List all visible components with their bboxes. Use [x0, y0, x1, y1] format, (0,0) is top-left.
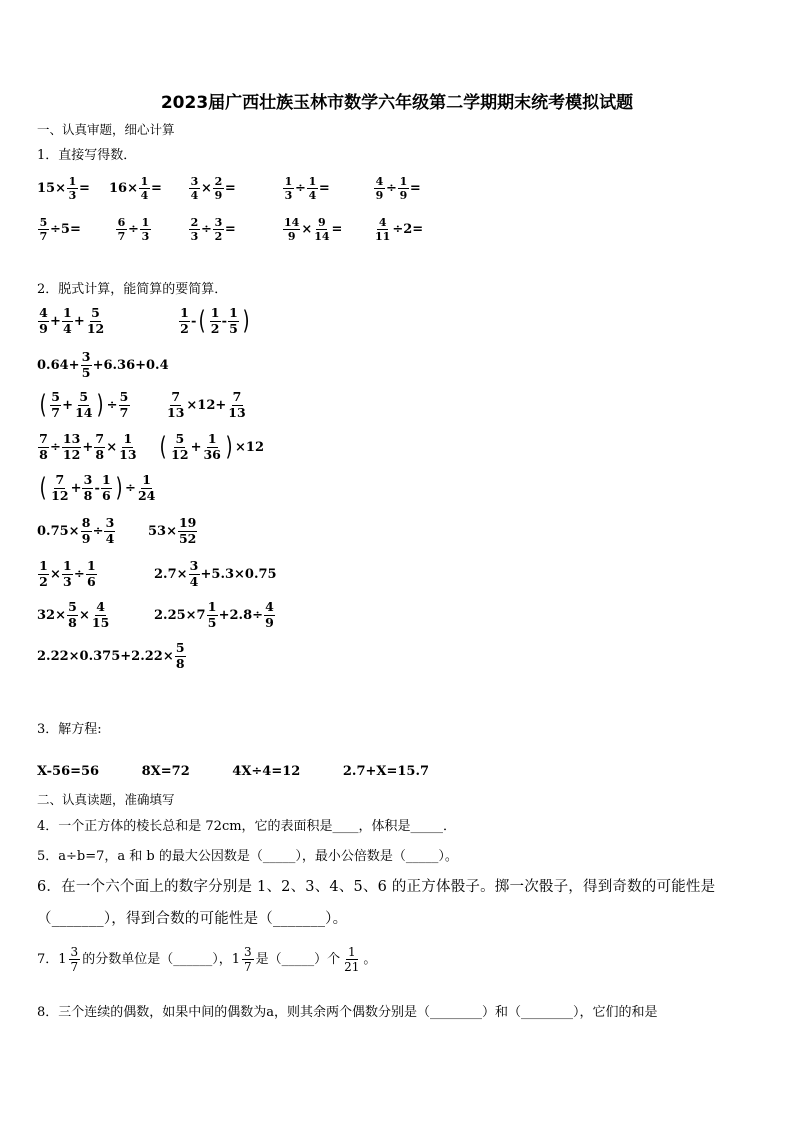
q1-item-3: $\frac{3}{4}$ × $\frac{2}{9}$ = — [190, 175, 236, 202]
q2-expr-15: 2.22×0.375+2.22× $\frac{5}{8}$ — [37, 640, 185, 671]
equation-2: 8X=72 — [141, 764, 190, 779]
q2-expr-1: $\frac{4}{9}$ + $\frac{1}{4}$ + $\frac{5}{12}$ — [39, 305, 105, 336]
question-1-label: 1．直接写得数． — [37, 148, 137, 163]
q2-expr-3: 0.64+ $\frac{3}{5}$ +6.36+0.4 — [37, 349, 169, 380]
question-8: 8．三个连续的偶数，如果中间的偶数为a，则其余两个偶数分别是（________）和（________），它们的和是 — [37, 1005, 658, 1020]
q2-expr-6: $\frac{7}{8}$ ÷ $\frac{13}{12}$ + $\frac{7}{8}$ × $\frac{1}{13}$ — [39, 431, 137, 462]
page-title: 2023届广西壮族玉林市数学六年级第二学期期末统考模拟试题 — [160, 93, 634, 113]
q2-expr-13: 32× $\frac{5}{8}$ × $\frac{4}{15}$ — [37, 599, 110, 630]
equation-3: 4X÷4=12 — [232, 764, 301, 779]
q1-item-5: $\frac{4}{9}$ ÷ $\frac{1}{9}$ = — [375, 175, 421, 202]
q1-item-4: $\frac{1}{3}$ ÷ $\frac{1}{4}$ = — [284, 175, 330, 202]
q1-item-7: $\frac{6}{7}$ ÷ $\frac{1}{3}$ — [117, 216, 150, 243]
q1-item-8: $\frac{2}{3}$ ÷ $\frac{3}{2}$ = — [190, 216, 236, 243]
q1-item-2: 16× $\frac{1}{4}$ = — [109, 175, 162, 202]
section-heading-1: 一、认真审题，细心计算 — [37, 122, 175, 137]
q1-item-10: $\frac{4}{11}$ ÷2= — [375, 216, 424, 243]
question-7: 7．1 $\frac{3}{7}$ 的分数单位是（______），1 $\frac{3}{7}$ 是（_____）个 $\frac{1}{21}$ 。 — [37, 945, 377, 974]
question-6-line-2: （_______），得到合数的可能性是（_______）。 — [37, 911, 348, 927]
q2-expr-8: ( $\frac{7}{12}$ + $\frac{3}{8}$ - $\frac{1}{6}$ ) ÷ $\frac{1}{24}$ — [39, 472, 156, 503]
section-heading-2: 二、认真读题，准确填写 — [37, 792, 175, 807]
question-5: 5．a÷b=7，a 和 b 的最大公因数是（_____），最小公倍数是（_____）。 — [37, 849, 458, 864]
q1-item-1: 15× $\frac{1}{3}$ = — [37, 175, 90, 202]
question-2-label: 2．脱式计算，能简算的要简算． — [37, 282, 228, 297]
equation-4: 2.7+X=15.7 — [342, 764, 430, 779]
question-4: 4．一个正方体的棱长总和是 72cm，它的表面积是____，体积是_____． — [37, 819, 457, 834]
q2-expr-4: ( $\frac{5}{7}$ + $\frac{5}{14}$ ) ÷ $\frac{5}{7}$ — [39, 389, 129, 420]
q2-expr-14: 2.25×7 $\frac{1}{5}$ +2.8÷ $\frac{4}{9}$ — [154, 599, 274, 630]
q2-expr-7: ( $\frac{5}{12}$ + $\frac{1}{36}$ ) ×12 — [159, 431, 265, 462]
q3-equations — [37, 764, 467, 779]
q2-expr-11: $\frac{1}{2}$ × $\frac{1}{3}$ ÷ $\frac{1}{6}$ — [39, 558, 96, 589]
q2-expr-5: $\frac{7}{13}$ ×12+ $\frac{7}{13}$ — [167, 389, 246, 420]
q1-item-9: $\frac{14}{9}$ × $\frac{9}{14}$ = — [284, 216, 343, 243]
question-3-label: 3．解方程: — [37, 722, 102, 737]
q2-expr-2: $\frac{1}{2}$ - ( $\frac{1}{2}$ - $\frac{1}{5}$ ) — [180, 305, 250, 336]
question-6-line-1: 6．在一个六个面上的数字分别是 1、2、3、4、5、6 的正方体骰子。掷一次骰子，得到奇数的可能性是 — [37, 879, 716, 895]
q1-item-6: $\frac{5}{7}$ ÷5= — [39, 216, 81, 243]
q2-expr-12: 2.7× $\frac{3}{4}$ +5.3×0.75 — [154, 558, 277, 589]
q2-expr-10: 53× $\frac{19}{52}$ — [148, 515, 197, 546]
q2-expr-9: 0.75× $\frac{8}{9}$ ÷ $\frac{3}{4}$ — [37, 515, 115, 546]
equation-1: X-56=56 — [37, 764, 100, 779]
